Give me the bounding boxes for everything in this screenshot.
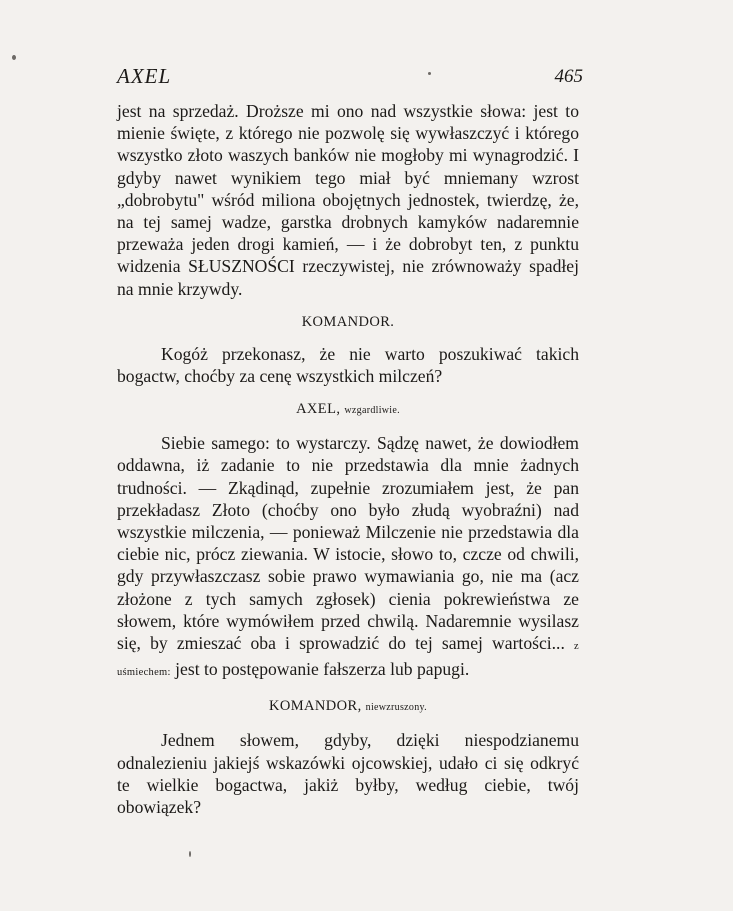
paragraph — [117, 432, 579, 684]
paragraph: jest na sprzedaż. Droższe mi ono nad wszystkie słowa: jest to mienie święte, z którego nie pozwolę się wywłaszczyć i którego wszystko złoto waszych banków nie mogłoby mi wynagrodzić. I gdyby nawet wynikiem tego miał być mniemany wzrost „dobrobytu" wśród miliona obojętnych jednostek, twierdzę, że, na tej samej wadze, garstka drobnych kamyków nadaremnie przeważa jeden drogi kamień, — i że dobrobyt ten, z punktu widzenia SŁUSZNOŚCI rzeczywistej, nie zrównoważy spadłej na mnie krzywdy. — [117, 101, 579, 299]
speaker-heading — [117, 696, 579, 718]
stage-direction: niewzruszony. — [365, 702, 427, 714]
body-text — [117, 100, 579, 818]
stage-direction: z uśmiechem: — [117, 641, 579, 679]
page-number: 465 — [554, 66, 583, 87]
speaker-name: KOMANDOR, — [269, 698, 362, 715]
page-header — [117, 64, 583, 94]
paragraph: Jednem słowem, gdyby, dzięki niespodzianemu odnalezieniu jakiejś wskazówki ojcowskiej, udało ci się odkryć te wielkie bogactwa, jakiż byłby, według ciebie, twój obowiązek? — [117, 730, 579, 818]
paragraph-text: jest to postępowanie fałszerza lub papugi. — [175, 659, 470, 680]
speaker-name: KOMANDOR. — [301, 313, 395, 330]
paper-speck — [189, 851, 191, 857]
speaker-heading — [117, 312, 579, 332]
paper-speck — [12, 55, 16, 60]
running-head: AXEL — [117, 64, 172, 88]
stage-direction: wzgardliwie. — [344, 405, 400, 417]
paragraph: Kogóż przekonasz, że nie warto poszukiwać takich bogactw, choćby za cenę wszystkich milczeń? — [117, 343, 579, 387]
speaker-name: AXEL, — [296, 401, 341, 418]
paragraph-text: Siebie samego: to wystarczy. Sądzę nawet, że dowiodłem oddawna, iż zadanie to nie przedstawia dla mnie żadnych trudności. — Zkądinąd, zupełnie zrozumiałem jest, że pan przekładasz Złoto (choćby ono było złudą wyobraźni) nad wszystkie milczenia, — ponieważ Milczenie nie przedstawia dla ciebie nic, prócz ziewania. W istocie, słowo to, czcze od chwili, gdy przywłaszczasz sobie prawo wymawiania go, nie ma (acz złożone z tych samych zgłosek) cienia pokrewieństwa ze słowem, które wymówiłem przed chwilą. Nadaremnie wysilasz się, by zmieszać oba i sprowadzić do tej samej wartości... — [117, 433, 579, 654]
speaker-heading — [117, 399, 579, 421]
